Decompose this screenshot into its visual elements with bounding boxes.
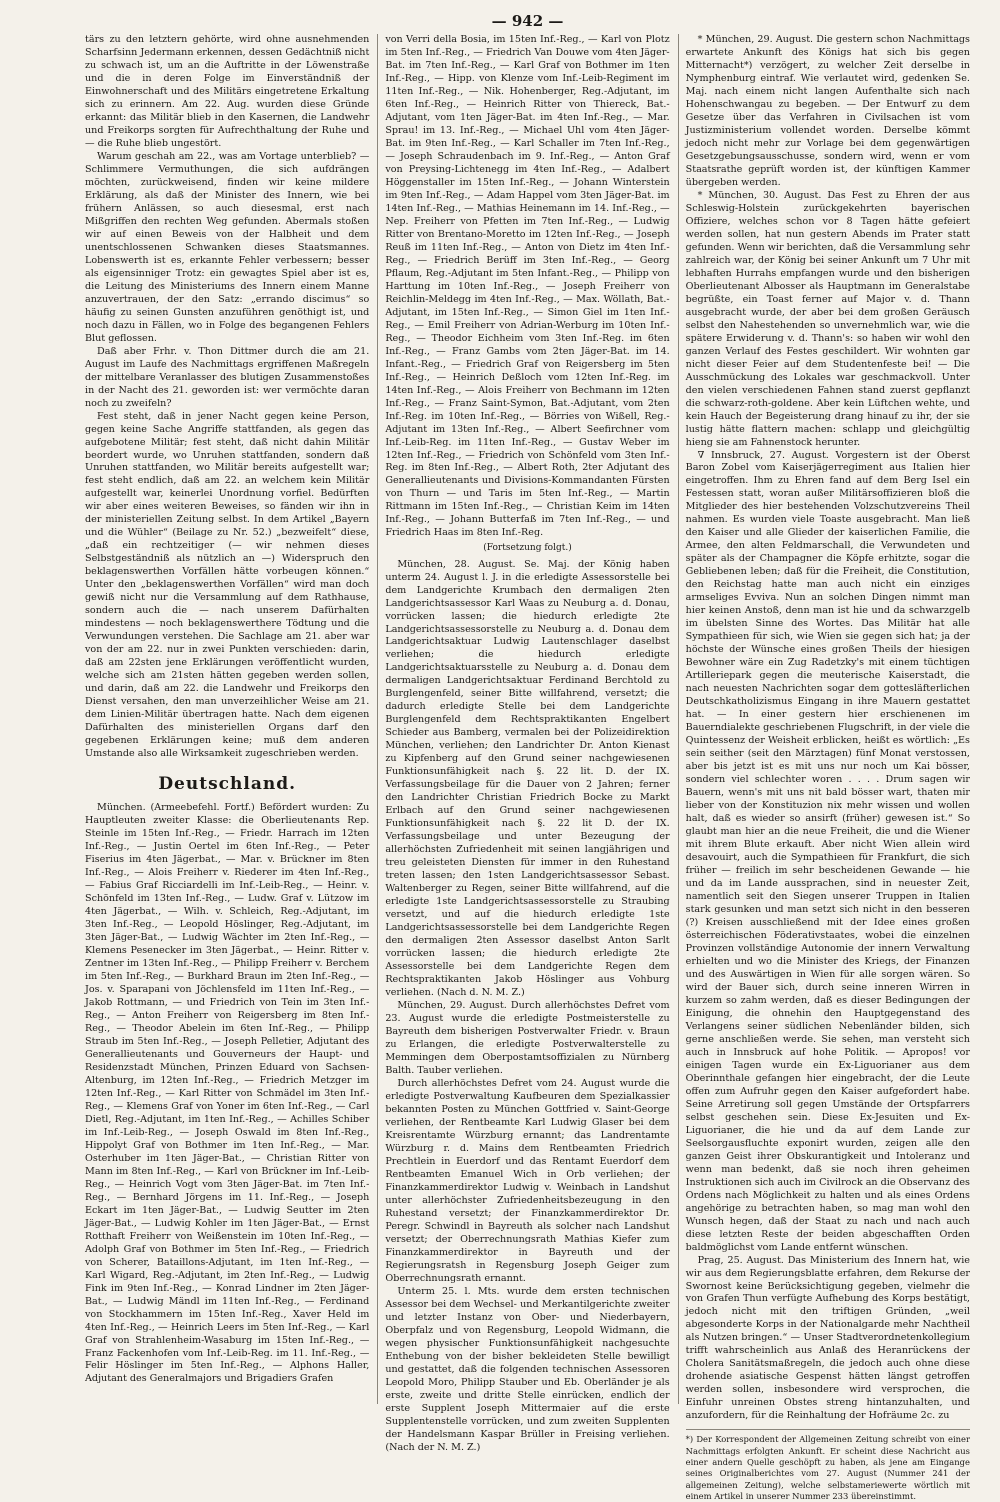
paragraph: München, 28. August. Se. Maj. der König haben unterm 24. August l. J. in die erledigte Assessorstelle bei dem Landgerichte Krumbach den dermaligen 2ten Landgerichtsassessor Karl Waas zu Neuburg a. d. Donau, vorrücken lassen; die hiedurch erledigte 2te Landgerichtsassessorstelle zu Neuburg a. d. Donau dem Landgerichtsaktuar Ludwig Lautenschlager daselbst verliehen; die hiedurch erledigte Landgerichtsaktuarsstelle zu Neuburg a. d. Donau dem dermaligen Landgerichtsaktuar Ferdinand Berchtold zu Burglengenfeld, seiner Bitte willfahrend, versetzt; die dadurch erledigte Stelle bei dem Landgerichte Burglengenfeld dem Rechtspraktikanten Engelbert Schieder aus Bamberg, vermalen bei der Polizeidirektion München, verliehen; den Landrichter Dr. Anton Kienast zu Kipfenberg auf den Grund seiner nachgewiesenen Funktionsunfähigkeit nach §. 22 lit. D. der IX. Verfassungsbeilage für die Dauer von 2 Jahren; ferner den Landrichter Christian Friedrich Bocke zu Markt Erlbach auf den Grund seiner nachgewiesenen Funktionsunfähigkeit nach §. 22 lit D. der IX. Verfassungsbeilage und unter Bezeugung der allerhöchsten Zufriedenheit mit seinen langjährigen und treu geleisteten Diensten für immer in den Ruhestand treten lassen; den 1sten Landgerichtsassessor Sebast. Waltenberger zu Regen, seiner Bitte willfahrend, auf die erledigte 1ste Landgerichtsassessorstelle zu Straubing versetzt, und auf die hiedurch erledigte 1ste Landgerichtsassessorstelle bei dem Landgerichte Regen den dermaligen 2ten Assessor daselbst Anton Sarlt vorrücken lassen; die hiedurch erledigte 2te Assessorstelle bei dem Landgerichte Regen dem Rechtspraktikanten Jakob Höslinger aus Vohburg verliehen. (Nach d. N. M. Z.) xyxy=(385,558,670,999)
paragraph: von Verri della Bosia, im 15ten Inf.-Reg., — Karl von Plotz im 5ten Inf.-Reg., — Friedrich Van Douwe vom 4ten Jäger-Bat. im 7ten Inf.-Reg., — Karl Graf von Bothmer im 1ten Inf.-Reg., — Hipp. von Klenze vom Inf.-Leib-Regiment im 11ten Inf.-Reg., — Nik. Hohenberger, Reg.-Adjutant, im 6ten Inf.-Reg., — Heinrich Ritter von Thiereck, Bat.-Adjutant, vom 1ten Jäger-Bat. im 4ten Inf.-Reg., — Mar. Sprau! im 13. Inf.-Reg., — Michael Uhl vom 4ten Jäger-Bat. im 9ten Inf.-Reg., — Karl Schaller im 7ten Inf.-Reg., — Joseph Schraudenbach im 9. Inf.-Reg., — Anton Graf von Preysing-Lichtenegg im 4ten Inf.-Reg., — Adalbert Höggenstaller im 15ten Inf.-Reg., — Johann Winterstein im 9ten Inf.-Reg., — Adam Happel vom 3ten Jäger-Bat. im 14ten Inf.-Reg., — Mathias Heinemann im 14. Inf.-Reg., — Nep. Freiherr von Pfetten im 7ten Inf.-Reg., — Ludwig Ritter von Brentano-Moretto im 12ten Inf.-Reg., — Joseph Reuß im 11ten Inf.-Reg., — Anton von Dietz im 4ten Inf.-Reg., — Friedrich Berüff im 3ten Inf.-Reg., — Georg Pflaum, Reg.-Adjutant im 5ten Infant.-Reg., — Philipp von Harttung im 10ten Inf.-Reg., — Joseph Freiherr von Reichlin-Meldegg im 4ten Inf.-Reg., — Max. Wöllath, Bat.-Adjutant, im 15ten Inf.-Reg., — Simon Giel im 1ten Inf.-Reg., — Emil Freiherr von Adrian-Werburg im 10ten Inf.-Reg., — Theodor Eichheim vom 3ten Inf.-Reg. im 6ten Inf.-Reg., — Franz Gambs vom 2ten Jäger-Bat. im 14. Infant.-Reg., — Friedrich Graf von Reigersberg im 5ten Inf.-Reg., — Heinrich Deßloch vom 12ten Inf.-Reg. im 14ten Inf.-Reg., — Alois Freiherr von Bechmann im 12ten Inf.-Reg., — Franz Saint-Symon, Bat.-Adjutant, vom 2ten Inf.-Reg. im 10ten Inf.-Reg., — Börries von Wißell, Reg.-Adjutant im 13ten Inf.-Reg., — Albert Seefirchner vom Inf.-Leib-Reg. im 11ten Inf.-Reg., — Gustav Weber im 12ten Inf.-Reg., — Friedrich von Schönfeld vom 3ten Inf.-Reg. im 8ten Inf.-Reg., — Albert Roth, 2ter Adjutant des Generallieutenants und Divisions-Kommandanten Fürsten von Thurn — und Taris im 5ten Inf.-Reg., — Martin Rittmann im 15ten Inf.-Reg., — Christian Keim im 14ten Inf.-Reg., — Johann Butterfaß im 7ten Inf.-Reg., — und Friedrich Haas im 8ten Inf.-Reg. xyxy=(385,34,670,539)
paragraph: ∇ Innsbruck, 27. August. Vorgestern ist der Oberst Baron Zobel vom Kaiserjägerregiment aus Italien hier eingetroffen. Ihm zu Ehren fand auf dem Berg Isel ein Festessen statt, woran außer Militärsoffizieren bloß die Mitglieder des hier bestehenden Volzschutzvereins Theil nahmen. Es wurden viele Toaste ausgebracht. Man ließ den Kaiser und alle Glieder der kaiserlichen Familie, die Armee, den alten Feldmarschall, die Verwundeten und später als der Champagner die Köpfe erhitzte, sogar die Gebliebenen leben; daß für die Freiheit, die Constitution, den Reichstag hatte man auch nicht ein einziges armseliges Evviva. Nun an solchen Dingen nimmt man hier keinen Anstoß, denn man ist hie und da schwarzgelb im übelsten Sinne des Wortes. Das Militär hat alle Sympathieen für sich, wie Wien sie gegen sich hat; ja der höchste der Wünsche eines großen Theils der hiesigen Bewohner wäre ein Zug Radetzky's mit einem tüchtigen Artilleriepark gegen die meuterische Kaiserstadt, die nach neuesten Nachrichten sogar dem gottesläfterlichen Deutschkatholizismus Eingang in ihre Mauern gestattet hat. — In einer gestern hier erschienenen im Bauerndialekte geschriebenen Flugschrift, in der viele die Quintessenz der Weisheit erblicken, heißt es wörtlich: „Es sein seither (seit den Märztagen) fünf Monat verstossen, aber bis jetzt ist es mit uns nur noch um Kai bösser, sondern viel schlechter woren . . . . Drum sagen wir Bauern, wenn's mit uns nit bald bösser wart, thaten mir lieber von der Konstituzion nix mehr wissen und wollen halt, daß es wieder so ansirft (früher) gewesen ist.“ So glaubt man hier an die neue Freiheit, die und die Wiener mit ihrem Blute erkauft. Aber nicht Wien allein wird desavouirt, auch die Sympathieen für Frankfurt, die sich früher — freilich im sehr bescheidenen Gewande — hie und da im Lande aussprachen, sind in neuester Zeit, namentlich seit den Siegen unserer Truppen in Italien stark gesunken und man setzt sich nicht in den besseren (?) Kreisen ausschließend mit der Idee eines großen österreichischen Föderativstaates, wobei die einzelnen Provinzen vollständige Autonomie der innern Verwaltung erhielten und wo die Minister des Kriegs, der Finanzen und des Auswärtigen in Wien für alle sorgen wären. So wird der Bauer sich, durch seine inneren Wirren in kurzem so zahm werden, daß es dieser Bedingungen der Einigung, die ohnehin den Hauptgegenstand des Verlangens seiner südlichen Nebenländer bilden, sich gerne anschließen werde. Sie sehen, man versteht sich auch in Innsbruck auf hohe Politik. — Apropos! vor einigen Tagen wurde ein Ex-Liguorianer aus dem Oberinnthale gefangen hier eingebracht, der die Leute offen zum Aufruhr gegen den Kaiser aufgefordert habe. Seine Arretirung soll gegen Umstände der Ortspfarrers selbst geschehen sein. Diese Ex-Jesuiten und Ex-Liguorianer, die hie und da auf dem Lande zur Seelsorgausfluchte exponirt wurden, zeigen alle den ganzen Geist ihrer Obskurantigkeit und Intoleranz und wenn man bedenkt, daß sie noch ihren geheimen Instruktionen sich auch im Civilrock an die Observanz des Ordens nach Möglichkeit zu halten und als eines Ordens angehörige zu betrachten haben, so mag man wohl den Wunsch hegen, daß der Staat zu nach und nach auch diese letzten Reste der beiden abgeschafften Orden baldmöglichst vom Lande entfernt wünschen. xyxy=(685,449,970,1253)
paragraph: München. (Armeebefehl. Fortf.) Befördert wurden: Zu Hauptleuten zweiter Klasse: die Oberlieutenants Rep. Steinle im 15ten Inf.-Reg., — Friedr. Harrach im 12ten Inf.-Reg., — Justin Oertel im 6ten Inf.-Reg., — Peter Fiserius im 4ten Jägerbat., — Mar. v. Brückner im 8ten Inf.-Reg., — Alois Freiherr v. Riederer im 4ten Inf.-Reg., — Fabius Graf Ricciardelli im Inf.-Leib-Reg., — Heinr. v. Schönfeld im 13ten Inf.-Reg., — Ludw. Graf v. Lützow im 4ten Jägerbat., — Wilh. v. Schleich, Reg.-Adjutant, im 3ten Inf.-Reg., — Leopold Höslinger, Reg.-Adjutant, im 3ten Jäger-Bat., — Ludwig Wächter im 2ten Inf.-Reg., — Klemens Pesenecker im 3ten Jägerbat., — Heinr. Ritter v. Zentner im 13ten Inf.-Reg., — Philipp Freiherr v. Berchem im 5ten Inf.-Reg., — Burkhard Braun im 2ten Inf.-Reg., — Jos. v. Sparapani von Jöchlensfeld im 11ten Inf.-Reg., — Jakob Rottmann, — und Friedrich von Tein im 3ten Inf.-Reg., — Anton Freiherr von Reigersberg im 8ten Inf.-Reg., — Theodor Abelein im 6ten Inf.-Reg., — Philipp Straub im 5ten Inf.-Reg., — Joseph Pelletier, Adjutant des Generallieutenants und Gouverneurs der Haupt- und Residenzstadt München, Prinzen Eduard von Sachsen-Altenburg, im 12ten Inf.-Reg., — Friedrich Metzger im 12ten Inf.-Reg., — Karl Ritter von Schmädel im 3ten Inf.-Reg., — Klemens Graf von Yoner im 6ten Inf.-Reg., — Carl Dietl, Reg.-Adjutant, im 1ten Inf.-Reg., — Achilles Schiber im Inf.-Leib-Reg., — Joseph Oswald im 8ten Inf.-Reg., Hippolyt Graf von Bothmer im 1ten Inf.-Reg., — Mar. Osterhuber im 1ten Jäger-Bat., — Christian Ritter von Mann im 8ten Inf.-Reg., — Karl von Brückner im Inf.-Leib-Reg., — Heinrich Vogt vom 3ten Jäger-Bat. im 7ten Inf.-Reg., — Bernhard Jörgens im 11. Inf.-Reg., — Joseph Eckart im 1ten Jäger-Bat., — Ludwig Seutter im 2ten Jäger-Bat., — Ludwig Kohler im 1ten Jäger-Bat., — Ernst Rotthaft Freiherr von Weißenstein im 10ten Inf.-Reg., — Adolph Graf von Bothmer im 5ten Inf.-Reg., — Friedrich von Scherer, Bataillons-Adjutant, im 1ten Inf.-Reg., — Karl Wigard, Reg.-Adjutant, im 2ten Inf.-Reg., — Ludwig Fink im 9ten Inf.-Reg., — Konrad Lindner im 2ten Jäger-Bat., — Ludwig Mändl im 11ten Inf.-Reg., — Ferdinand von Stockhammern im 15ten Inf.-Reg., Xaver Held im 4ten Inf.-Reg., — Heinrich Leers im 5ten Inf.-Reg., — Karl Graf von Strahlenheim-Wasaburg im 15ten Inf.-Reg., — Franz Fackenhofen vom Inf.-Leib-Reg. im 11. Inf.-Reg., — Felir Höslinger im 5ten Inf.-Reg., — Alphons Haller, Adjutant des Generalmajors und Brigadiers Grafen xyxy=(85,802,370,1385)
paragraph: * München, 29. August. Die gestern schon Nachmittags erwartete Ankunft des Königs hat sich bis gegen Mitternacht*) verzögert, zu welcher Zeit derselbe in Nymphenburg eintraf. Wie verlautet wird, gedenken Se. Maj. nach einem nicht langen Aufenthalte sich nach Hohenschwangau zu begeben. — Der Entwurf zu dem Gesetze über das Verfahren in Civilsachen ist vom Justizministerium vollendet worden. Derselbe kömmt jedoch nicht mehr zur Vorlage bei dem gegenwärtigen Gesetzgebungsausschusse, sondern wird, wenn er vom Staatsrathe geprüft worden ist, der künftigen Kammer übergeben werden. xyxy=(685,34,970,188)
column-1 xyxy=(85,34,369,1404)
paragraph: Daß aber Frhr. v. Thon Dittmer durch die am 21. August im Laufe des Nachmittags ergriffenen Maßregeln der mittelbare Veranlasser des blutigen Zusammenstoßes in der Nacht des 21. geworden ist: wer vermöchte daran noch zu zweifeln? xyxy=(85,345,370,409)
columns xyxy=(85,34,970,1502)
section-heading: Deutschland. xyxy=(158,774,297,795)
paragraph: * München, 30. August. Das Fest zu Ehren der aus Schleswig-Holstein zurückgekehrten bayerischen Offiziere, welches schon vor 8 Tagen hätte gefeiert werden sollen, hat nun gestern Abends im Prater statt gefunden. Wenn wir berichten, daß die Versammlung sehr zahlreich war, der König bei seiner Ankunft um 7 Uhr mit lebhaften Hurrahs empfangen wurde und den bisherigen Oberlieutenant Albosser als Hauptmann im Generalstabe begrüßte, ein Toast ferner auf Major v. d. Thann ausgebracht wurde, der aber bei dem großen Geräusch selbst den Nahestehenden so unvernehmlich war, wie die spätere Erwiderung v. d. Thann's: so haben wir wohl den ganzen Verlauf des Festes geschildert. Wir wohnten gar nicht dieser Feier auf dem Studentenfeste bei! — Die Ausschmückung des Lokales war geschmackvoll. Unter den vielen verschiedenen Fahnen stand zuerst gepflanzt die schwarz-roth-goldene. Aber kein Lüftchen wehte, und kein Hauch der Begeisterung drang hinauf zu ihr, der sie lustig hätte flattern machen: schlapp und gleichgültig hieng sie am Fahnenstock herunter. xyxy=(685,189,970,448)
column-2 xyxy=(377,34,670,1453)
footnote: *) Der Korrespondent der Allgemeinen Zeitung schreibt von einer Nachmittags erfolgten Ankunft. Er scheint diese Nachricht aus einer andern Quelle geschöpft zu haben, als jene am Eingange seines Originalberichtes vom 27. August (Nummer 241 der allgemeinen Zeitung), welche selbstameriewerte wörtlich mit einem Artikel in unserer Nummer 233 übereinstimmt. xyxy=(686,1429,970,1502)
column-3 xyxy=(678,34,970,1502)
paragraph: Warum geschah am 22., was am Vortage unterblieb? — Schlimmere Vermuthungen, die sich aufdrängen möchten, zurückweisend, finden wir keine mildere Erklärung, als daß der Minister des Innern, wie bei frühern Anlässen, so auch diesesmal, erst nach Mißgriffen den rechten Weg gefunden. Abermals stoßen wir auf einen Beweis von der Halbheit und dem unentschlossenen Schwanken dieses Staatsmannes. Lobenswerth ist es, erkannte Fehler verbessern; besser als eigensinniger Trotz: ein gewagtes Spiel aber ist es, die Leitung des Ministeriums des Innern einem Manne anzuvertrauen, der den Satz: „errando discimus“ so häufig zu seinen Gunsten anzuführen genöthigt ist, und noch dazu in Fällen, wo in Folge des begangenen Fehlers Blut geflossen. xyxy=(85,150,370,344)
continuation-note: (Fortsetzung folgt.) xyxy=(483,543,572,554)
paragraph: Durch allerhöchstes Defret vom 24. August wurde die erledigte Postverwaltung Kaufbeuren dem Spezialkassier bekannten Posten zu München Gottfried v. Saint-George verliehen, der Rentbeamte Karl Ludwig Glaser bei dem Kreisrentamte Würzburg ernannt; das Landrentamte Würzburg r. d. Mains dem Rentbeamten Friedrich Prechtlein in Euerdorf und das Rentamt Euerdorf dem Rentbeamten Emanuel Wich in Orb verliehen; der Finanzkammerdirektor Ludwig v. Weinbach in Landshut unter allerhöchster Zufriedenheitsbezeugung in den Ruhestand versetzt; der Finanzkammerdirektor Dr. Peregr. Schwindl in Bayreuth als solcher nach Landshut versetzt; der Oberrechnungsrath Mathias Kiefer zum Finanzkammerdirektor in Bayreuth und der Regierungsratsh in Regensburg Joseph Geiger zum Oberrechnungsrath ernannt. xyxy=(385,1077,670,1284)
paragraph: Fest steht, daß in jener Nacht gegen keine Person, gegen keine Sache Angriffe stattfanden, als gegen das aufgebotene Militär; fest steht, daß nicht dahin Militär beordert wurde, wo Unruhen stattfanden, sondern daß Unruhen stattfanden, wo Militär bereits aufgestellt war; fest steht endlich, daß am 22. an welchem kein Militär aufgestellt war, keinerlei Unordnung vorfiel. Bedürften wir aber eines weiteren Beweises, so fänden wir ihn in der ministeriellen Zeitung selbst. In dem Artikel „Bayern und die Wühler“ (Beilage zu Nr. 52.) „bezweifelt“ diese, „daß ein rechtzeitiger (— wir nehmen dieses Selbstgeständniß als nützlich an —) Widerspruch den beklagenswerthen Vorfällen hätte vorbeugen können.“ Unter den „beklagenswerthen Vorfällen“ wird man doch gewiß nicht nur die Versammlung auf dem Rathhause, sondern auch die — nach unserem Dafürhalten mindestens — noch beklagenswerthere Tödtung und die Verwundungen verstehen. Die Sachlage am 21. aber war von der am 22. nur in zwei Punkten verschieden: darin, daß am 22sten jene Erklärungen veröffentlicht wurden, welche sich am 21sten hätten gegeben werden sollen, und darin, daß am 22. die Landwehr und Freikorps den Dienst versahen, den man unverzeihlicher Weise am 21. dem Linien-Militär übertragen hatte. Nach dem eigenen Dafürhalten des ministeriellen Organs darf den gegebenen Erklärungen keine; muß dem anderen Umstande also alle Wirksamkeit zugeschrieben werden. xyxy=(85,410,370,760)
paragraph: Unterm 25. l. Mts. wurde dem ersten technischen Assessor bei dem Wechsel- und Merkantilgerichte zweiter und letzter Instanz von Ober- und Niederbayern, Oberpfalz und von Regensburg, Leopold Widmann, die wegen physischer Funktionsunfähigkeit nachgesuchte Enthebung von der bisher bekleideten Stelle bewilligt und gestattet, daß die folgenden technischen Assessoren Leopold Moro, Philipp Stauber und Eb. Oberländer je als erste, zweite und dritte Stelle einrücken, endlich der erste Supplent Joseph Mittermaier auf die erste Supplentenstelle vorrücken, und zum zweiten Supplenten der Handelsmann Kaspar Brüller in Freising verliehen. (Nach der N. M. Z.) xyxy=(385,1285,670,1453)
paragraph: München, 29. August. Durch allerhöchstes Defret vom 23. August wurde die erledigte Postmeisterstelle zu Bayreuth dem bisherigen Postverwalter Friedr. v. Braun zu Erlangen, die erledigte Postverwalterstelle zu Memmingen dem Oberpostamtsoffizialen zu Nürnberg Balth. Tauber verliehen. xyxy=(385,1000,670,1076)
page-number: — 942 — xyxy=(491,12,564,30)
paragraph: tärs zu den letztern gehörte, wird ohne ausnehmenden Scharfsinn Jedermann erkennen, dessen Gedächtniß nicht zu schwach ist, um an die Auftritte in der Löwenstraße und die in deren Folge im Einverständniß der Einwohnerschaft und des Militärs eingetretene Erkaltung sich zu erinnern. Am 22. Aug. wurden diese Gründe erkannt: das Militär blieb in den Kasernen, die Landwehr und Freikorps sorgten für Aufrechthaltung der Ruhe und — die Ruhe blieb ungestört. xyxy=(85,34,370,149)
paragraph: Prag, 25. August. Das Ministerium des Innern hat, wie wir aus dem Regierungsblatte erfahren, dem Rekurse der Swornost keine Berücksichtigung gegeben, vielmehr die von Grafen Thun verfügte Aufhebung des Korps bestätigt, jedoch nicht mit den triftigen Gründen, „weil abgesonderte Korps in der Nationalgarde mehr Nachtheil als Nutzen bringen.“ — Unser Stadtverordnetenkollegium trifft wahrscheinlich aus Anlaß des Heranrückens der Cholera Sanitätsmaßregeln, die jedoch auch ohne diese drohende asiatische Gespenst hätten längst getroffen werden sollen, insbesondere wird versprochen, die Einfuhr unreinen Obstes streng hintanzuhalten, und anzufordern, für die Reinhaltung der Hofräume 2c. zu xyxy=(685,1254,970,1422)
